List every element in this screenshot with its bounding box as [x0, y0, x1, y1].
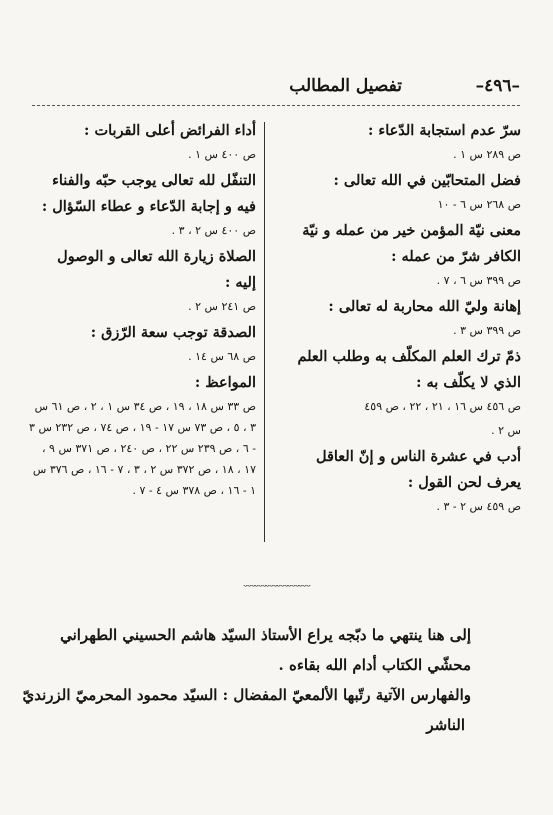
entry-title: معنى نيّة المؤمن خير من عمله و نيّة	[302, 222, 521, 239]
index-entry	[28, 244, 256, 318]
entry-title-continued: الكافر شرّ من عمله :	[391, 248, 521, 265]
entry-reference: ص ٤٠٠ س ١ .	[188, 148, 256, 161]
closing-note	[22, 620, 471, 740]
page-number: –٤٩٦–	[475, 76, 520, 96]
index-entry	[293, 444, 521, 518]
index-entry	[293, 344, 521, 442]
entry-reference: ص ٣٩٩ س ٣ .	[453, 324, 521, 337]
section-ornament: ﹏﹏﹏﹏﹏﹏	[243, 574, 310, 588]
index-entry	[293, 294, 521, 342]
entry-reference: ص ٢٦٨ س ٦ - ١٠	[437, 198, 521, 211]
index-entry	[28, 168, 256, 242]
entry-reference: ص ٤٥٦ س ١٦ ، ٢١ ، ٢٢ ، ص ٤٥٩	[364, 400, 521, 413]
index-entry	[293, 118, 521, 166]
entry-title: سرّ عدم استجابة الدّعاء :	[367, 122, 521, 139]
closing-line: محشّي الكتاب أدام الله بقاءه .	[278, 656, 471, 674]
entry-reference: ص ٤٥٩ س ٢ - ٣ .	[436, 500, 521, 513]
entry-title-continued: الذي لا يكلّف به :	[416, 374, 521, 391]
entry-title: أدب في عشرة الناس و إنّ العاقل	[315, 448, 521, 465]
entry-reference: ص ٤٠٠ س ٢ ، ٣ .	[171, 224, 256, 237]
index-entry	[293, 218, 521, 292]
publisher-signature: الناشر	[426, 716, 465, 734]
closing-line: إلى هنا ينتهي ما دبّجه يراع الأستاذ السيّد هاشم الحسيني الطهراني	[60, 626, 471, 644]
entry-reference: ص ٣٩٩ س ٦ ، ٧ .	[436, 274, 521, 287]
index-entry	[293, 168, 521, 216]
entry-reference-continued: س ٢ .	[491, 424, 521, 437]
index-entry	[28, 370, 256, 501]
entry-reference: ص ٢٨٩ س ١ .	[453, 148, 521, 161]
entry-title-continued: إليه :	[225, 274, 256, 291]
right-column	[293, 118, 521, 520]
entry-title: أداء الفرائض أعلى القربات :	[84, 122, 256, 139]
entry-title: التنفّل لله تعالى يوجب حبّه والفناء	[52, 172, 256, 189]
page-header	[32, 74, 520, 102]
index-entry	[28, 118, 256, 166]
index-entry	[28, 320, 256, 368]
entry-title: إهانة وليّ الله محاربة له تعالى :	[328, 298, 521, 315]
entry-title: الصدقة توجب سعة الرّزق :	[90, 324, 256, 341]
entry-reference: ص ٣٣ س ١٨ ، ١٩ ، ص ٣٤ س ١ ، ٢ ، ص ٦١ س ٣ ، ٥ ، ص ٧٣ س ١٧ - ١٩ ، ص ٧٤ ، ص ٢٣٢ س ٣ - ٦ ، ص ٢٣٩ س ٢٢ ، ص ٢٤٠ ، ص ٣٧١ س ٩ ، ١٧ ، ١٨ ، ص ٣٧٢ س ٢ ، ٣ ، ٧ - ١٦ ، ص ٣٧٦ س ١ - ١٦ ، ص ٣٧٨ س ٤ - ٧ .	[29, 400, 256, 497]
entry-reference: ص ٢٤١ س ٢ .	[188, 300, 256, 313]
header-rule	[32, 105, 520, 106]
entry-reference: ص ٦٨ س ١٤ .	[188, 350, 256, 363]
column-divider	[264, 122, 265, 542]
entry-title: ذمّ ترك العلم المكلّف به وطلب العلم	[297, 348, 521, 365]
left-column	[28, 118, 256, 503]
entry-title: فضل المتحابّين في الله تعالى :	[333, 172, 521, 189]
entry-title-continued: فيه و إجابة الدّعاء و عطاء السّؤال :	[41, 198, 256, 215]
entry-title-continued: يعرف لحن القول :	[407, 474, 521, 491]
entry-title: المواعظ :	[194, 374, 256, 391]
closing-line: والفهارس الآتية رتّبها الألمعيّ المفضال : السيّد محمود المحرميّ الزرنديّ	[22, 686, 471, 704]
entry-title: الصلاة زيارة الله تعالى و الوصول	[57, 248, 256, 265]
running-title: تفصيل المطالب	[289, 76, 402, 96]
